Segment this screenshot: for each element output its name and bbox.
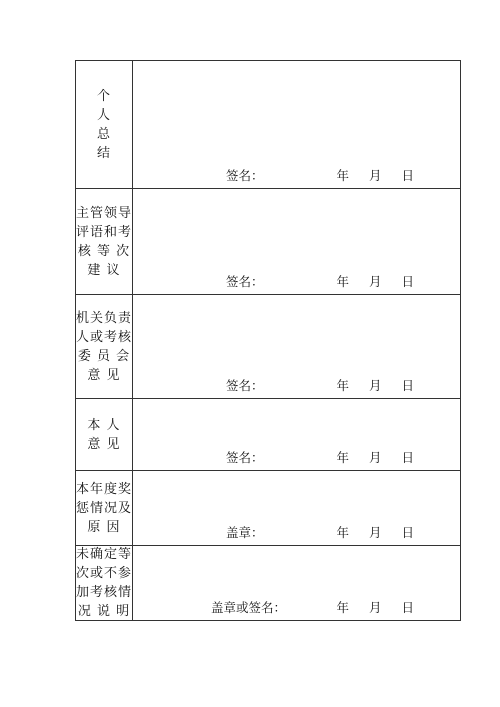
content-area[interactable] xyxy=(133,61,461,189)
label-line: 总 xyxy=(96,126,111,142)
month-label: 月 xyxy=(368,450,382,465)
signature-label: 签名： xyxy=(226,378,264,393)
content-area[interactable] xyxy=(133,471,461,546)
content-area[interactable] xyxy=(133,399,461,471)
label-line: 意 见 xyxy=(87,367,121,383)
month-label: 月 xyxy=(368,274,382,289)
date-field xyxy=(336,272,414,290)
label-line: 意 见 xyxy=(87,436,121,452)
row-label xyxy=(76,471,133,546)
signature-line xyxy=(133,521,460,541)
day-label: 日 xyxy=(401,600,414,615)
seal-or-signature-label: 盖章或签名： xyxy=(211,600,287,615)
signature-line xyxy=(133,374,460,394)
label-line: 原 因 xyxy=(87,519,121,535)
day-label: 日 xyxy=(401,168,414,183)
row-self-opinion xyxy=(76,399,461,471)
assessment-form-table xyxy=(75,60,461,621)
signature-line xyxy=(133,596,460,616)
row-committee-opinion xyxy=(76,295,461,399)
day-label: 日 xyxy=(401,450,414,465)
signature-line xyxy=(133,164,460,184)
year-label: 年 xyxy=(336,168,349,183)
month-label: 月 xyxy=(368,168,382,183)
day-label: 日 xyxy=(401,274,414,289)
date-field xyxy=(336,523,414,541)
label-line: 次或不参 xyxy=(76,566,133,581)
signature-line xyxy=(133,270,460,290)
label-line: 委 员 会 xyxy=(77,348,131,364)
content-area[interactable] xyxy=(133,546,461,621)
seal-label: 盖章： xyxy=(226,525,264,540)
label-line: 机关负责 xyxy=(76,310,133,326)
month-label: 月 xyxy=(368,378,382,393)
row-label xyxy=(76,546,133,621)
content-area[interactable] xyxy=(133,189,461,295)
year-label: 年 xyxy=(336,274,349,289)
label-line: 人或考核 xyxy=(76,329,133,345)
date-field xyxy=(336,376,414,394)
month-label: 月 xyxy=(368,600,382,615)
label-line: 人 xyxy=(96,107,111,123)
label-line: 结 xyxy=(96,145,111,161)
label-line: 未确定等 xyxy=(76,547,133,562)
row-label xyxy=(76,295,133,399)
date-field xyxy=(336,166,414,184)
label-line: 本年度奖 xyxy=(76,481,133,497)
label-line: 加考核情 xyxy=(76,585,133,600)
month-label: 月 xyxy=(368,525,382,540)
row-rewards-punishments xyxy=(76,471,461,546)
row-supervisor-comments xyxy=(76,189,461,295)
label-line: 个 xyxy=(96,88,111,104)
content-area[interactable] xyxy=(133,295,461,399)
label-line: 本 人 xyxy=(87,417,121,433)
signature-label: 签名： xyxy=(226,450,264,465)
label-line: 评语和考 xyxy=(76,224,133,240)
signature-label: 签名： xyxy=(226,168,264,183)
date-field xyxy=(336,598,414,616)
label-line: 主管领导 xyxy=(76,205,133,221)
label-line: 惩情况及 xyxy=(76,500,133,516)
date-field xyxy=(336,448,414,466)
label-line: 建 议 xyxy=(87,262,121,278)
year-label: 年 xyxy=(336,450,349,465)
signature-label: 签名： xyxy=(226,274,264,289)
row-label xyxy=(76,399,133,471)
row-undetermined-explanation xyxy=(76,546,461,621)
year-label: 年 xyxy=(336,378,349,393)
year-label: 年 xyxy=(336,600,349,615)
label-line: 况 说 明 xyxy=(77,604,131,619)
row-label xyxy=(76,189,133,295)
year-label: 年 xyxy=(336,525,349,540)
day-label: 日 xyxy=(401,378,414,393)
row-personal-summary xyxy=(76,61,461,189)
row-label xyxy=(76,61,133,189)
signature-line xyxy=(133,446,460,466)
label-line: 核 等 次 xyxy=(77,243,131,259)
day-label: 日 xyxy=(401,525,414,540)
